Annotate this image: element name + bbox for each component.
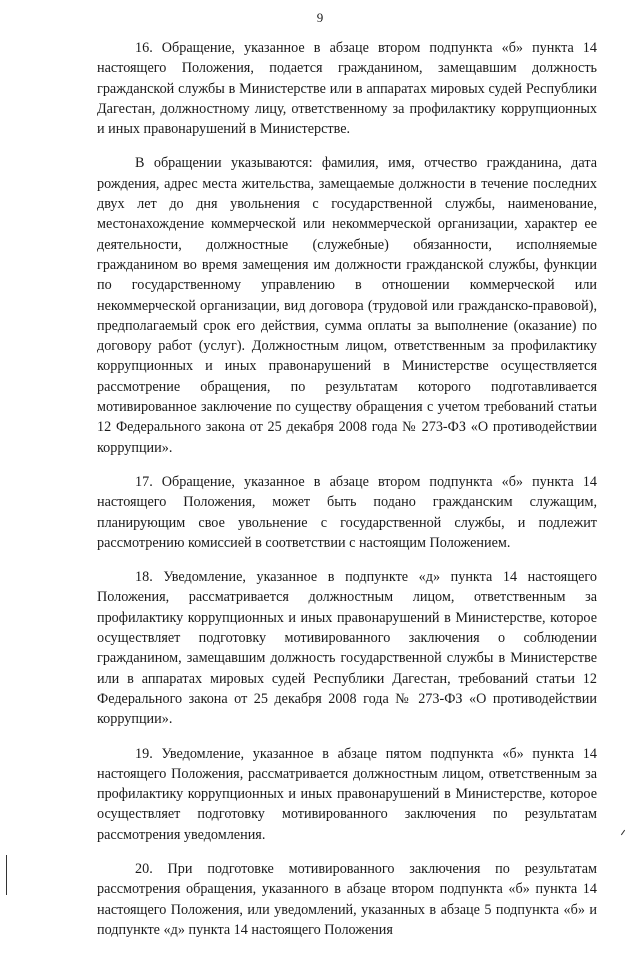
paragraph-16: 16. Обращение, указанное в абзаце втором подпункта «б» пункта 14 настоящего Положения, подается гражданином, замещавшим должность гражданской службы в Министерстве или в аппаратах мировых судей Республики Дагестан, должностному лицу, ответственному за профилактику коррупционных и иных правонарушений в Министерстве.: [97, 40, 597, 138]
paragraph-16-details: В обращении указываются: фамилия, имя, отчество гражданина, дата рождения, адрес места жительства, замещаемые должности в течение последних двух лет до дня увольнения с государственной службы, наименование, местонахождение коммерческой или некоммерческой организации, характер ее деятельности, должностные (служебные) обязанности, исполняемые гражданином во время замещения им должности гражданской службы, функции по государственному управлению в отношении коммерческой или некоммерческой организации, вид договора (трудовой или гражданско-правовой), предполагаемый срок его действия, сумма оплаты за выполнение (оказание) по договору работ (услуг). Должностным лицом, ответственным за профилактику коррупционных и иных правонарушений в Министерстве осуществляется рассмотрение обращения, по результатам которого подготавливается мотивированное заключение по существу обращения с учетом требований статьи 12 Федерального закона от 25 декабря 2008 года № 273-ФЗ «О противодействии коррупции».: [97, 155, 597, 456]
paragraph-18: 18. Уведомление, указанное в подпункте «д» пункта 14 настоящего Положения, рассматривается должностным лицом, ответственным за профилактику коррупционных и иных правонарушений в Министерстве, которое осуществляет подготовку мотивированного заключения о соблюдении гражданином, замещавшим должность государственной службы в Министерстве или в аппаратах мировых судей Республики Дагестан, требований статьи 12 Федерального закона от 25 декабря 2008 года № 273-ФЗ «О противодействии коррупции».: [97, 569, 597, 728]
pen-tick-mark: [621, 830, 625, 835]
paragraph-17: 17. Обращение, указанное в абзаце втором подпункта «б» пункта 14 настоящего Положения, может быть подано гражданским служащим, планирующим свое увольнение с государственной службы, и подлежит рассмотрению комиссией в соответствии с настоящим Положением.: [97, 473, 597, 551]
page-number: 9: [316, 10, 324, 25]
paragraph-20: 20. При подготовке мотивированного заключения по результатам рассмотрения обращения, указанного в абзаце втором подпункта «б» пункта 14 настоящего Положения, или уведомлений, указанных в абзаце 5 подпункта «б» и подпункте «д» пункта 14 настоящего Положения: [97, 860, 597, 938]
paragraph-19: 19. Уведомление, указанное в абзаце пятом подпункта «б» пункта 14 настоящего Положения, рассматривается должностным лицом, ответственным за профилактику коррупционных и иных правонарушений в Министерстве, которое осуществляет подготовку мотивированного заключения по результатам рассмотрения уведомления.: [97, 745, 597, 843]
document-body: [97, 38, 597, 954]
scan-edge-mark: [6, 855, 7, 895]
